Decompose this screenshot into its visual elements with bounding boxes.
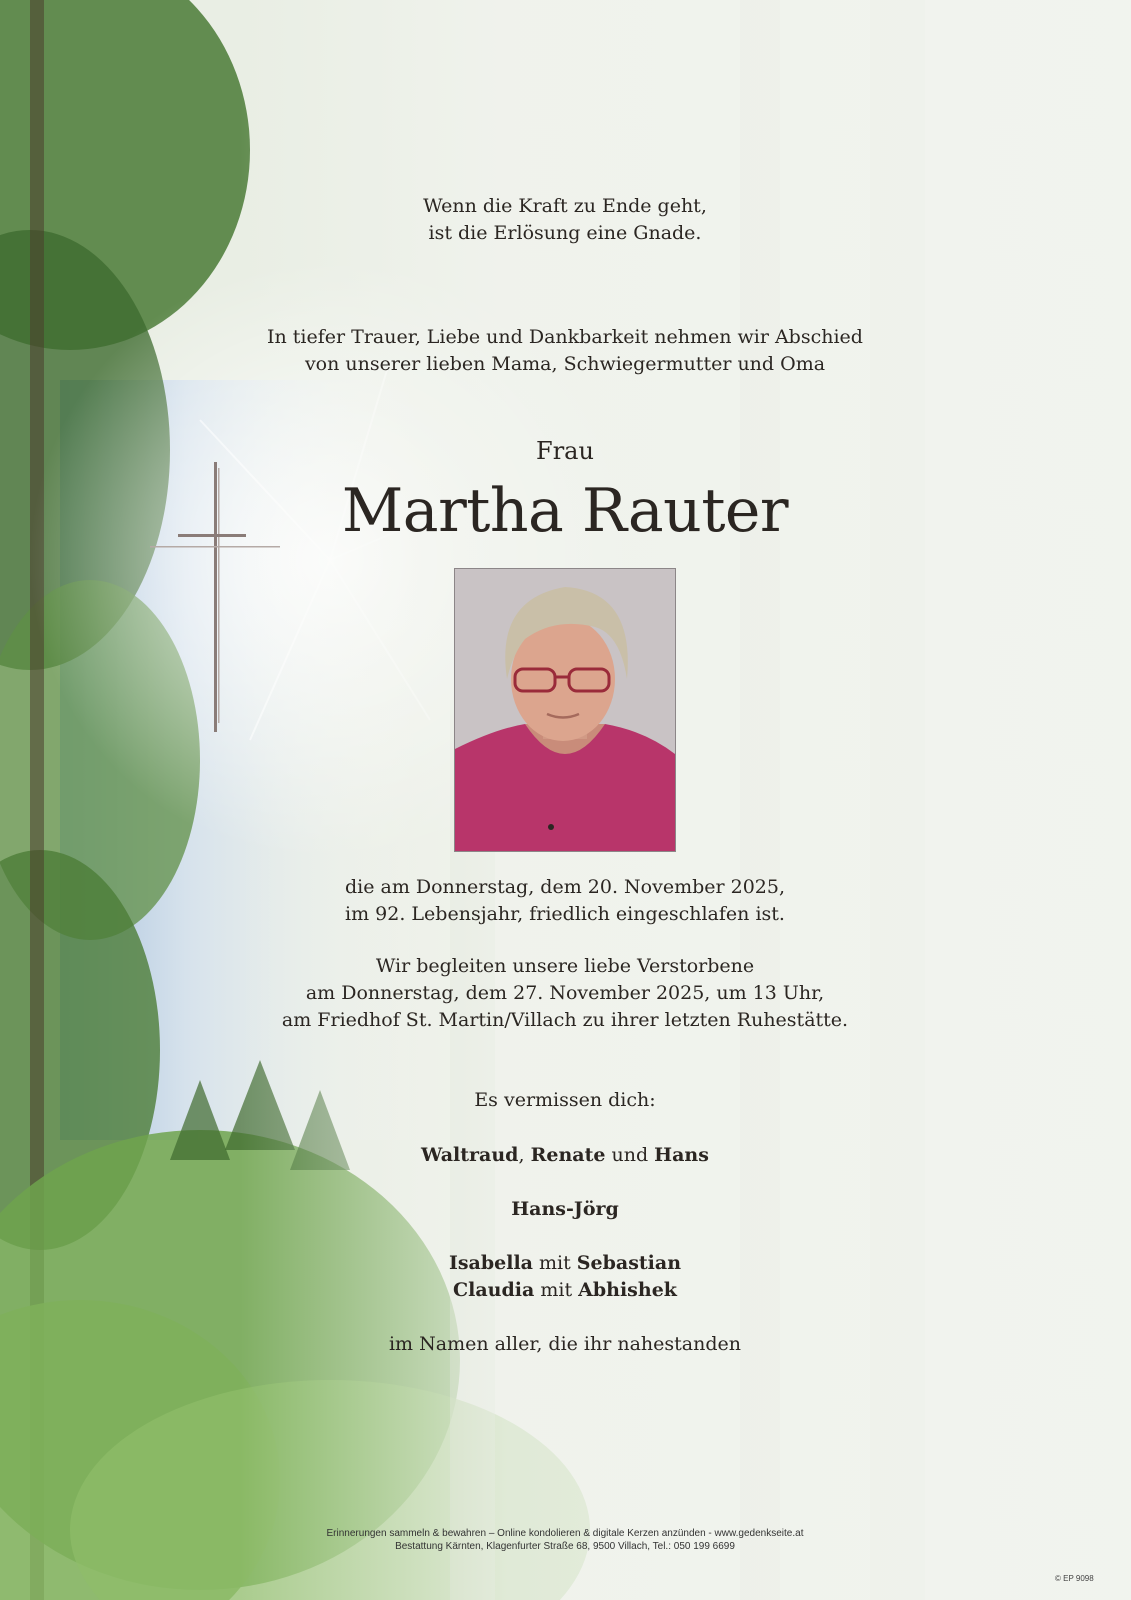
motto-line-2: ist die Erlösung eine Gnade. (428, 222, 702, 244)
funeral-line-1: Wir begleiten unsere liebe Verstorbene (375, 955, 755, 977)
mourners-group-3 (230, 1250, 900, 1304)
intro-line-2: von unserer lieben Mama, Schwiegermutter und Oma (304, 353, 826, 375)
mourner-name: Isabella (448, 1252, 533, 1274)
mourners-group-2 (230, 1196, 900, 1223)
closing-text: im Namen aller, die ihr nahestanden (388, 1333, 742, 1355)
intro-line-1: In tiefer Trauer, Liebe und Dankbarkeit nehmen wir Abschied (267, 326, 863, 348)
mourner-name: Hans-Jörg (511, 1198, 619, 1220)
funeral-notice (230, 953, 900, 1034)
death-line-1: die am Donnerstag, dem 20. November 2025, (344, 876, 786, 898)
motto-line-1: Wenn die Kraft zu Ende geht, (423, 195, 707, 217)
death-notice (230, 874, 900, 928)
mourners-group-1 (230, 1142, 900, 1169)
mourners-heading: Es vermissen dich: (474, 1089, 656, 1111)
mourner-separator: mit (534, 1279, 579, 1301)
footer-line-1: Erinnerungen sammeln & bewahren – Online kondolieren & digitale Kerzen anzünden - www.gedenkseite.at (326, 1528, 804, 1539)
mourner-separator: mit (532, 1252, 577, 1274)
mourner-name: Abhishek (578, 1279, 677, 1301)
mourner-name: Hans (654, 1144, 709, 1166)
intro-text (230, 324, 900, 378)
motto (230, 193, 900, 247)
mourner-separator: und (605, 1144, 655, 1166)
print-code: © EP 9098 (1055, 1574, 1094, 1583)
mourner-name: Claudia (453, 1279, 535, 1301)
mourner-separator: , (518, 1144, 531, 1166)
footer (230, 1527, 900, 1553)
mourner-name: Sebastian (576, 1252, 682, 1274)
funeral-line-2: am Donnerstag, dem 27. November 2025, um 13 Uhr, (305, 982, 825, 1004)
deceased-title: Frau (536, 437, 594, 465)
funeral-line-3: am Friedhof St. Martin/Villach zu ihrer letzten Ruhestätte. (281, 1009, 849, 1031)
mourner-name: Renate (530, 1144, 606, 1166)
footer-line-2: Bestattung Kärnten, Klagenfurter Straße 68, 9500 Villach, Tel.: 050 199 6699 (395, 1541, 735, 1552)
deceased-portrait (454, 568, 676, 852)
mourner-name: Waltraud (421, 1144, 519, 1166)
death-line-2: im 92. Lebensjahr, friedlich eingeschlafen ist. (345, 903, 785, 925)
deceased-name: Martha Rauter (341, 476, 789, 546)
